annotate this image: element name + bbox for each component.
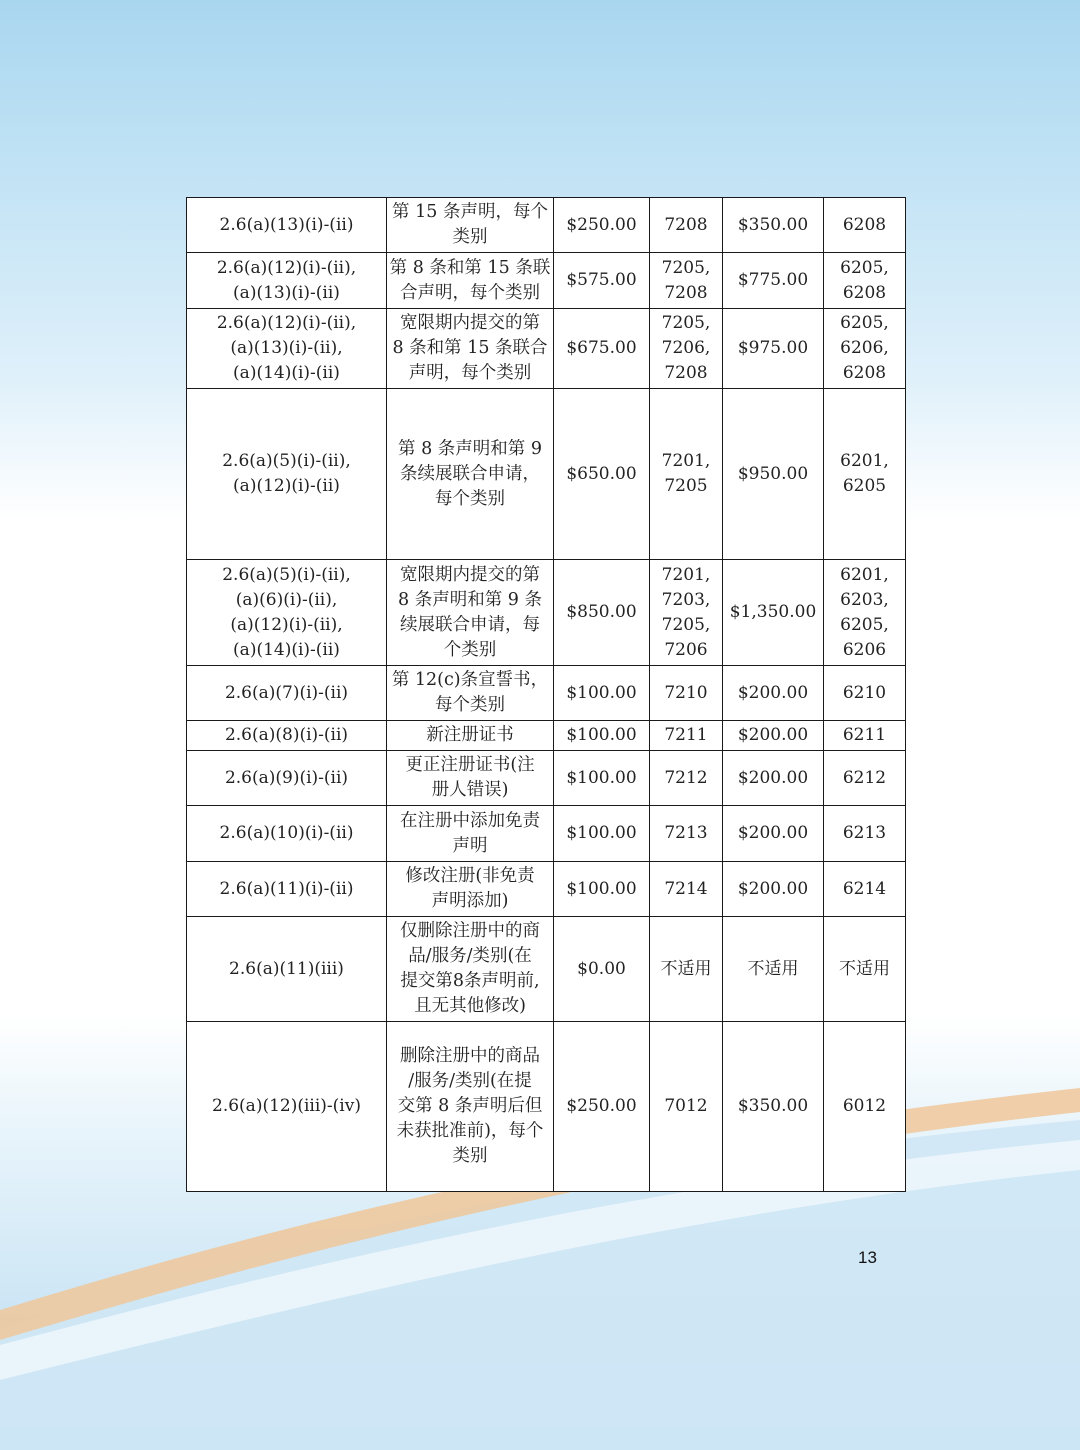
fee-table <box>186 197 906 1192</box>
rule-ref-cell: 2.6(a)(13)(i)-(ii) <box>187 198 387 253</box>
table-row <box>187 806 906 862</box>
fee-cell: $100.00 <box>554 862 650 917</box>
rule-ref-cell: 2.6(a)(9)(i)-(ii) <box>187 751 387 806</box>
fee-code-cell-2: 6201, 6203, 6205, 6206 <box>824 560 906 666</box>
description-cell: 删除注册中的商品 /服务/类别(在提 交第 8 条声明后但 未获批准前)，每个 类别 <box>387 1022 554 1192</box>
fee-code-cell-2: 6208 <box>824 198 906 253</box>
fee-cell: $100.00 <box>554 721 650 751</box>
description-cell: 第 15 条声明，每个 类别 <box>387 198 554 253</box>
fee-cell-2: $350.00 <box>723 198 824 253</box>
description-cell: 第 12(c)条宣誓书， 每个类别 <box>387 666 554 721</box>
fee-cell-2: $200.00 <box>723 751 824 806</box>
fee-code-cell-2: 6205, 6206, 6208 <box>824 309 906 389</box>
fee-code-cell-2: 6213 <box>824 806 906 862</box>
rule-ref-cell: 2.6(a)(11)(i)-(ii) <box>187 862 387 917</box>
fee-cell-2: $200.00 <box>723 721 824 751</box>
page-number: 13 <box>858 1248 877 1267</box>
description-cell: 更正注册证书(注 册人错误) <box>387 751 554 806</box>
fee-cell-2: $950.00 <box>723 389 824 560</box>
fee-code-cell-2: 6012 <box>824 1022 906 1192</box>
fee-code-cell: 7210 <box>650 666 723 721</box>
fee-cell: $575.00 <box>554 253 650 309</box>
description-cell: 第 8 条和第 15 条联 合声明，每个类别 <box>387 253 554 309</box>
fee-cell-2: $350.00 <box>723 1022 824 1192</box>
fee-code-cell-2: 6211 <box>824 721 906 751</box>
fee-code-cell: 7213 <box>650 806 723 862</box>
fee-cell-2: $975.00 <box>723 309 824 389</box>
table-row <box>187 253 906 309</box>
table-row <box>187 1022 906 1192</box>
rule-ref-cell: 2.6(a)(8)(i)-(ii) <box>187 721 387 751</box>
rule-ref-cell: 2.6(a)(11)(iii) <box>187 917 387 1022</box>
fee-code-cell-2: 6212 <box>824 751 906 806</box>
table-row <box>187 666 906 721</box>
fee-code-cell: 7012 <box>650 1022 723 1192</box>
rule-ref-cell: 2.6(a)(10)(i)-(ii) <box>187 806 387 862</box>
table-row <box>187 751 906 806</box>
description-cell: 宽限期内提交的第 8 条和第 15 条联合 声明，每个类别 <box>387 309 554 389</box>
fee-code-cell: 7211 <box>650 721 723 751</box>
fee-cell: $850.00 <box>554 560 650 666</box>
fee-cell: $250.00 <box>554 1022 650 1192</box>
description-cell: 仅删除注册中的商 品/服务/类别(在 提交第8条声明前, 且无其他修改) <box>387 917 554 1022</box>
table-row <box>187 721 906 751</box>
description-cell: 在注册中添加免责 声明 <box>387 806 554 862</box>
rule-ref-cell: 2.6(a)(12)(iii)-(iv) <box>187 1022 387 1192</box>
fee-code-cell: 7214 <box>650 862 723 917</box>
fee-cell: $100.00 <box>554 666 650 721</box>
fee-code-cell: 7205, 7208 <box>650 253 723 309</box>
fee-code-cell-2: 6205, 6208 <box>824 253 906 309</box>
fee-cell: $0.00 <box>554 917 650 1022</box>
rule-ref-cell: 2.6(a)(12)(i)-(ii), (a)(13)(i)-(ii), (a)(14)(i)-(ii) <box>187 309 387 389</box>
fee-cell: $100.00 <box>554 751 650 806</box>
rule-ref-cell: 2.6(a)(7)(i)-(ii) <box>187 666 387 721</box>
table-row <box>187 862 906 917</box>
table-row <box>187 198 906 253</box>
description-cell: 第 8 条声明和第 9 条续展联合申请， 每个类别 <box>387 389 554 560</box>
fee-code-cell-2: 不适用 <box>824 917 906 1022</box>
fee-code-cell-2: 6201, 6205 <box>824 389 906 560</box>
fee-code-cell-2: 6214 <box>824 862 906 917</box>
fee-code-cell: 不适用 <box>650 917 723 1022</box>
table-row <box>187 560 906 666</box>
description-cell: 宽限期内提交的第 8 条声明和第 9 条 续展联合申请，每 个类别 <box>387 560 554 666</box>
fee-cell: $675.00 <box>554 309 650 389</box>
rule-ref-cell: 2.6(a)(12)(i)-(ii), (a)(13)(i)-(ii) <box>187 253 387 309</box>
fee-code-cell: 7201, 7203, 7205, 7206 <box>650 560 723 666</box>
fee-cell-2: $775.00 <box>723 253 824 309</box>
fee-cell: $100.00 <box>554 806 650 862</box>
fee-cell-2: 不适用 <box>723 917 824 1022</box>
fee-cell: $250.00 <box>554 198 650 253</box>
rule-ref-cell: 2.6(a)(5)(i)-(ii), (a)(6)(i)-(ii), (a)(12)(i)-(ii), (a)(14)(i)-(ii) <box>187 560 387 666</box>
rule-ref-cell: 2.6(a)(5)(i)-(ii), (a)(12)(i)-(ii) <box>187 389 387 560</box>
fee-code-cell: 7208 <box>650 198 723 253</box>
fee-cell: $650.00 <box>554 389 650 560</box>
table-row <box>187 309 906 389</box>
fee-code-cell: 7205, 7206, 7208 <box>650 309 723 389</box>
fee-cell-2: $200.00 <box>723 862 824 917</box>
table-row <box>187 917 906 1022</box>
fee-code-cell-2: 6210 <box>824 666 906 721</box>
description-cell: 新注册证书 <box>387 721 554 751</box>
fee-cell-2: $200.00 <box>723 666 824 721</box>
fee-cell-2: $1,350.00 <box>723 560 824 666</box>
table-row <box>187 389 906 560</box>
fee-code-cell: 7212 <box>650 751 723 806</box>
description-cell: 修改注册(非免责 声明添加) <box>387 862 554 917</box>
fee-cell-2: $200.00 <box>723 806 824 862</box>
fee-code-cell: 7201, 7205 <box>650 389 723 560</box>
